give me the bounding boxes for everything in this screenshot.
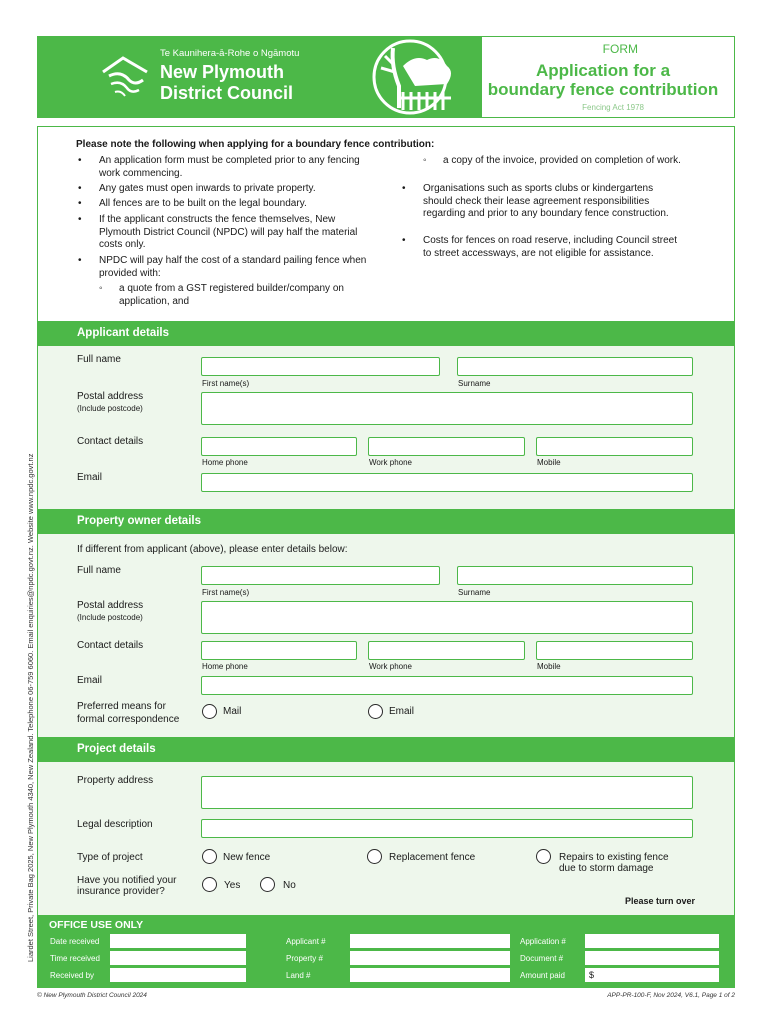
applicant-contact-details-label: Contact details (77, 436, 144, 447)
form-label: FORM (602, 42, 638, 56)
land-number-label: Land # (286, 971, 311, 980)
owner-email-label: Email (77, 675, 103, 686)
applicant-postal-address-label: Postal address (77, 391, 144, 402)
form-title (478, 61, 728, 99)
note-item: • Organisations such as sports clubs or kindergartens should check their lease agreement responsibilities regarding and prior to any boundary fence construction. (402, 183, 669, 219)
form-title-line2: boundary fence contribution (487, 80, 719, 99)
date-received-label: Date received (50, 937, 100, 946)
surname-caption: Surname (458, 588, 491, 597)
insurance-label-line1: Have you notified your (77, 875, 177, 886)
note-text: Any gates must open inwards to private property. (99, 183, 316, 194)
owner-home-phone-input[interactable] (201, 641, 357, 660)
applicant-postal-address-input[interactable] (201, 392, 693, 425)
time-received-input[interactable] (110, 951, 246, 965)
repairs-storm-damage-radio[interactable] (536, 849, 551, 864)
note-text: a copy of the invoice, provided on completion of work. (443, 155, 681, 166)
preferred-label-line2: formal correspondence (77, 713, 180, 725)
type-of-project-label: Type of project (77, 852, 143, 863)
application-number-input[interactable] (585, 934, 719, 948)
legal-description-label: Legal description (77, 819, 153, 830)
property-address-input[interactable] (201, 776, 693, 809)
mail-radio[interactable] (202, 704, 217, 719)
email-radio[interactable] (368, 704, 383, 719)
insurance-label-line2: insurance provider? (77, 886, 165, 897)
note-item: • If the applicant constructs the fence themselves, New Plymouth District Council (NPDC) will pay half the material costs only. (78, 214, 358, 250)
repairs-storm-damage-label (559, 852, 669, 874)
note-item: • An application form must be completed prior to any fencing work commencing. (78, 155, 360, 179)
applicant-work-phone-input[interactable] (368, 437, 525, 456)
property-owner-details-heading: Property owner details (37, 509, 735, 534)
home-phone-caption: Home phone (202, 458, 248, 467)
note-text: An application form must be completed prior to any fencing work commencing. (99, 155, 360, 179)
insurance-no-radio[interactable] (260, 877, 275, 892)
repairs-label-line1: Repairs to existing fence (559, 852, 669, 863)
note-text: If the applicant constructs the fence themselves, New Plymouth District Council (NPDC) will pay half the material costs only. (99, 214, 358, 250)
applicant-home-phone-input[interactable] (201, 437, 357, 456)
owner-full-name-label: Full name (77, 565, 121, 576)
council-name-line1: New Plymouth (160, 62, 285, 82)
property-number-label: Property # (286, 954, 323, 963)
legal-description-input[interactable] (201, 819, 693, 838)
council-header (37, 36, 360, 118)
owner-first-names-input[interactable] (201, 566, 440, 585)
note-item: • Any gates must open inwards to private property. (78, 183, 316, 194)
first-names-caption: First name(s) (202, 588, 250, 597)
note-text: NPDC will pay half the cost of a standard pailing fence when provided with: (99, 255, 367, 279)
include-postcode-note: (Include postcode) (77, 404, 143, 413)
insurance-notified-label (77, 875, 177, 897)
surname-caption: Surname (458, 379, 491, 388)
insurance-yes-radio[interactable] (202, 877, 217, 892)
amount-paid-input[interactable] (585, 968, 719, 982)
land-number-input[interactable] (350, 968, 510, 982)
date-received-input[interactable] (110, 934, 246, 948)
property-number-input[interactable] (350, 951, 510, 965)
council-tagline: Te Kaunihera-ā-Rohe o Ngāmotu (160, 48, 300, 59)
council-logo-icon (99, 52, 151, 102)
application-number-label: Application # (520, 937, 566, 946)
owner-mobile-input[interactable] (536, 641, 693, 660)
applicant-details-heading: Applicant details (37, 321, 735, 346)
note-text: All fences are to be built on the legal boundary. (99, 198, 307, 209)
fencing-act: Fencing Act 1978 (582, 103, 644, 112)
owner-intro: If different from applicant (above), please enter details below: (77, 544, 348, 555)
first-names-caption: First name(s) (202, 379, 250, 388)
mobile-caption: Mobile (537, 458, 561, 467)
replacement-fence-radio[interactable] (367, 849, 382, 864)
email-option-label: Email (389, 706, 415, 717)
applicant-number-label: Applicant # (286, 937, 326, 946)
preferred-label-line1: Preferred means for (77, 701, 166, 712)
owner-postal-address-input[interactable] (201, 601, 693, 634)
applicant-number-input[interactable] (350, 934, 510, 948)
document-number-label: Document # (520, 954, 564, 963)
work-phone-caption: Work phone (369, 458, 412, 467)
copyright: © New Plymouth District Council 2024 (37, 992, 147, 999)
applicant-email-label: Email (77, 472, 103, 483)
applicant-full-name-label: Full name (77, 354, 121, 365)
council-name (160, 62, 293, 104)
applicant-first-names-input[interactable] (201, 357, 440, 376)
form-title-line1: Application for a (535, 61, 671, 80)
note-item: • NPDC will pay half the cost of a standard pailing fence when provided with: (78, 255, 367, 279)
note-text: Organisations such as sports clubs or kindergartens should check their lease agreement responsibilities regarding and prior to any boundary fence construction. (423, 183, 669, 219)
owner-email-input[interactable] (201, 676, 693, 695)
note-item: • Costs for fences on road reserve, including Council street to street accessways, are not eligible for assistance. (402, 235, 678, 259)
tree-fence-icon (355, 36, 482, 118)
council-name-line2: District Council (160, 83, 294, 103)
include-postcode-note: (Include postcode) (77, 613, 143, 622)
project-details-heading: Project details (37, 737, 735, 762)
mail-option-label: Mail (223, 706, 242, 717)
applicant-surname-input[interactable] (457, 357, 693, 376)
new-fence-label: New fence (223, 852, 271, 863)
currency-symbol: $ (589, 970, 595, 980)
tree-fence-illustration (355, 36, 482, 118)
preferred-correspondence-label (77, 701, 179, 726)
home-phone-caption: Home phone (202, 662, 248, 671)
document-reference: APP-PR-100-F, Nov 2024, V6.1, Page 1 of 2 (607, 992, 735, 999)
note-subitem: ◦ a copy of the invoice, provided on completion of work. (423, 155, 681, 166)
applicant-mobile-input[interactable] (536, 437, 693, 456)
amount-paid-label: Amount paid (520, 971, 565, 980)
owner-contact-details-label: Contact details (77, 640, 144, 651)
repairs-label-line2: due to storm damage (559, 863, 654, 874)
applicant-email-input[interactable] (201, 473, 693, 492)
owner-postal-address-label: Postal address (77, 600, 144, 611)
new-fence-radio[interactable] (202, 849, 217, 864)
note-subitem: ◦ a quote from a GST registered builder/company on application, and (99, 283, 344, 307)
document-number-input[interactable] (585, 951, 719, 965)
note-item: • All fences are to be built on the legal boundary. (78, 198, 307, 209)
mobile-caption: Mobile (537, 662, 561, 671)
insurance-no-label: No (283, 880, 296, 891)
office-use-panel (37, 916, 735, 988)
work-phone-caption: Work phone (369, 662, 412, 671)
received-by-input[interactable] (110, 968, 246, 982)
received-by-label: Received by (50, 971, 95, 980)
replacement-fence-label: Replacement fence (389, 852, 476, 863)
insurance-yes-label: Yes (224, 880, 241, 891)
contact-address-vertical: Liardet Street, Private Bag 2025, New Plymouth 4340, New Zealand. Telephone 06-759 6060. Email enquiries@npdc.govt.nz. Website www.npdc.govt.nz (26, 453, 35, 962)
time-received-label: Time received (50, 954, 100, 963)
note-text: Costs for fences on road reserve, including Council street to street accessways, are not eligible for assistance. (423, 235, 678, 259)
notes-title: Please note the following when applying for a boundary fence contribution: (76, 139, 435, 150)
property-address-label: Property address (77, 775, 154, 786)
owner-surname-input[interactable] (457, 566, 693, 585)
office-use-title: OFFICE USE ONLY (49, 919, 144, 931)
please-turn-over: Please turn over (624, 896, 695, 906)
note-text: a quote from a GST registered builder/company on application, and (119, 283, 344, 307)
owner-work-phone-input[interactable] (368, 641, 525, 660)
form-title-block (482, 36, 735, 118)
